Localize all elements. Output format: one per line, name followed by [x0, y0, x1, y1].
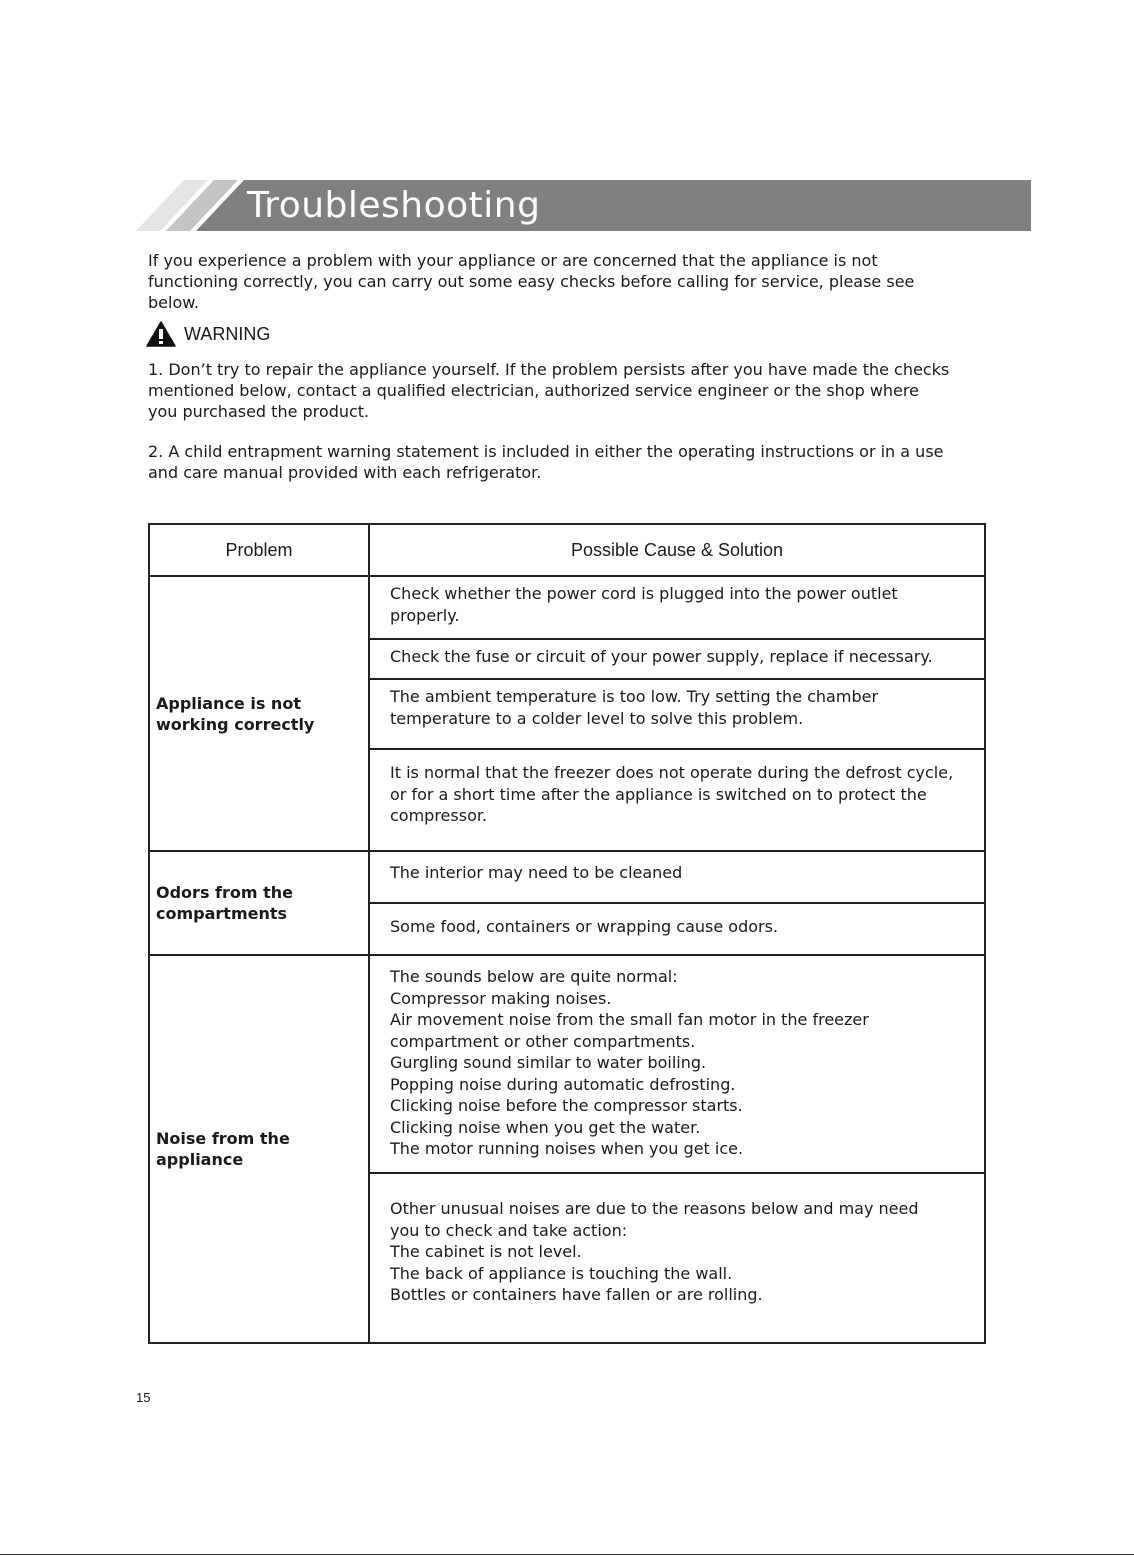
warning-item-line: mentioned below, contact a qualified electrician, authorized service engineer or the shop where — [148, 381, 919, 400]
solution-cell — [369, 851, 985, 903]
solution-line: Clicking noise when you get the water. — [390, 1117, 701, 1137]
solution-line: Bottles or containers have fallen or are rolling. — [390, 1285, 763, 1304]
problem-line: appliance — [156, 1150, 244, 1169]
solution-cell — [369, 955, 985, 1173]
solution-line: Gurgling sound similar to water boiling. — [390, 1053, 707, 1072]
page-number: 15 — [136, 1390, 151, 1405]
warning-item-1 — [148, 359, 998, 422]
solution-line: properly. — [390, 605, 460, 625]
problem-cell-odors — [149, 851, 369, 955]
intro-line: If you experience a problem with your appliance or are concerned that the appliance is not — [148, 251, 878, 270]
intro-paragraph — [148, 250, 998, 313]
intro-line: below. — [148, 293, 199, 312]
solution-cell — [369, 639, 985, 679]
solution-line: The back of appliance is touching the wall. — [390, 1263, 733, 1283]
warning-item-line: 2. A child entrapment warning statement is included in either the operating instructions or in a use — [148, 442, 944, 461]
problem-line: Noise from the — [156, 1129, 290, 1148]
problem-line: Odors from the — [156, 883, 294, 902]
warning-label: WARNING — [184, 323, 271, 344]
solution-cell — [369, 576, 985, 639]
solution-line: Popping noise during automatic defrosting. — [390, 1074, 736, 1094]
warning-item-line: you purchased the product. — [148, 402, 370, 421]
warning-heading — [146, 321, 270, 347]
solution-line: Clicking noise before the compressor starts. — [390, 1096, 743, 1115]
solution-line: you to check and take action: — [390, 1220, 628, 1240]
problem-cell-appliance-not-working — [149, 576, 369, 851]
warning-item-line: 1. Don’t try to repair the appliance yourself. If the problem persists after you have made the checks — [148, 360, 950, 379]
problem-column-header: Problem — [149, 524, 369, 576]
solution-line: The motor running noises when you get ice. — [390, 1139, 744, 1158]
warning-triangle-icon — [146, 321, 176, 347]
problem-cell-noise — [149, 955, 369, 1343]
solution-line: or for a short time after the appliance is switched on to protect the — [390, 784, 927, 804]
solution-line: compressor. — [390, 806, 488, 825]
solution-cell — [369, 679, 985, 749]
solution-cell — [369, 749, 985, 851]
solution-line: Check the fuse or circuit of your power supply, replace if necessary. — [390, 647, 933, 666]
warning-item-line: and care manual provided with each refrigerator. — [148, 463, 542, 482]
solution-line: The cabinet is not level. — [390, 1242, 582, 1261]
solution-cell — [369, 1173, 985, 1343]
problem-line: compartments — [156, 904, 288, 923]
solution-line: Some food, containers or wrapping cause odors. — [390, 917, 779, 936]
table-row — [149, 851, 985, 903]
solution-column-header: Possible Cause & Solution — [369, 524, 985, 576]
table-row — [149, 576, 985, 639]
solution-line: The sounds below are quite normal: — [390, 967, 678, 986]
warning-item-2 — [148, 441, 998, 483]
problem-line: Appliance is not — [156, 693, 301, 713]
problem-line: working correctly — [156, 714, 315, 734]
solution-line: Other unusual noises are due to the reasons below and may need — [390, 1199, 919, 1218]
intro-line: functioning correctly, you can carry out some easy checks before calling for service, please see — [148, 272, 915, 291]
troubleshooting-table — [148, 523, 986, 1344]
solution-line: The ambient temperature is too low. Try setting the chamber — [390, 687, 879, 706]
table-header-row — [149, 524, 985, 576]
solution-line: The interior may need to be cleaned — [390, 863, 683, 882]
solution-cell — [369, 903, 985, 955]
table-row — [149, 955, 985, 1173]
solution-line: compartment or other compartments. — [390, 1031, 696, 1051]
bottom-rule — [0, 1554, 1134, 1555]
solution-line: Air movement noise from the small fan motor in the freezer — [390, 1010, 869, 1029]
solution-line: temperature to a colder level to solve this problem. — [390, 708, 804, 728]
page-title: Troubleshooting — [247, 185, 541, 226]
solution-line: Check whether the power cord is plugged into the power outlet — [390, 584, 898, 603]
solution-line: Compressor making noises. — [390, 988, 612, 1008]
solution-line: It is normal that the freezer does not operate during the defrost cycle, — [390, 763, 954, 782]
